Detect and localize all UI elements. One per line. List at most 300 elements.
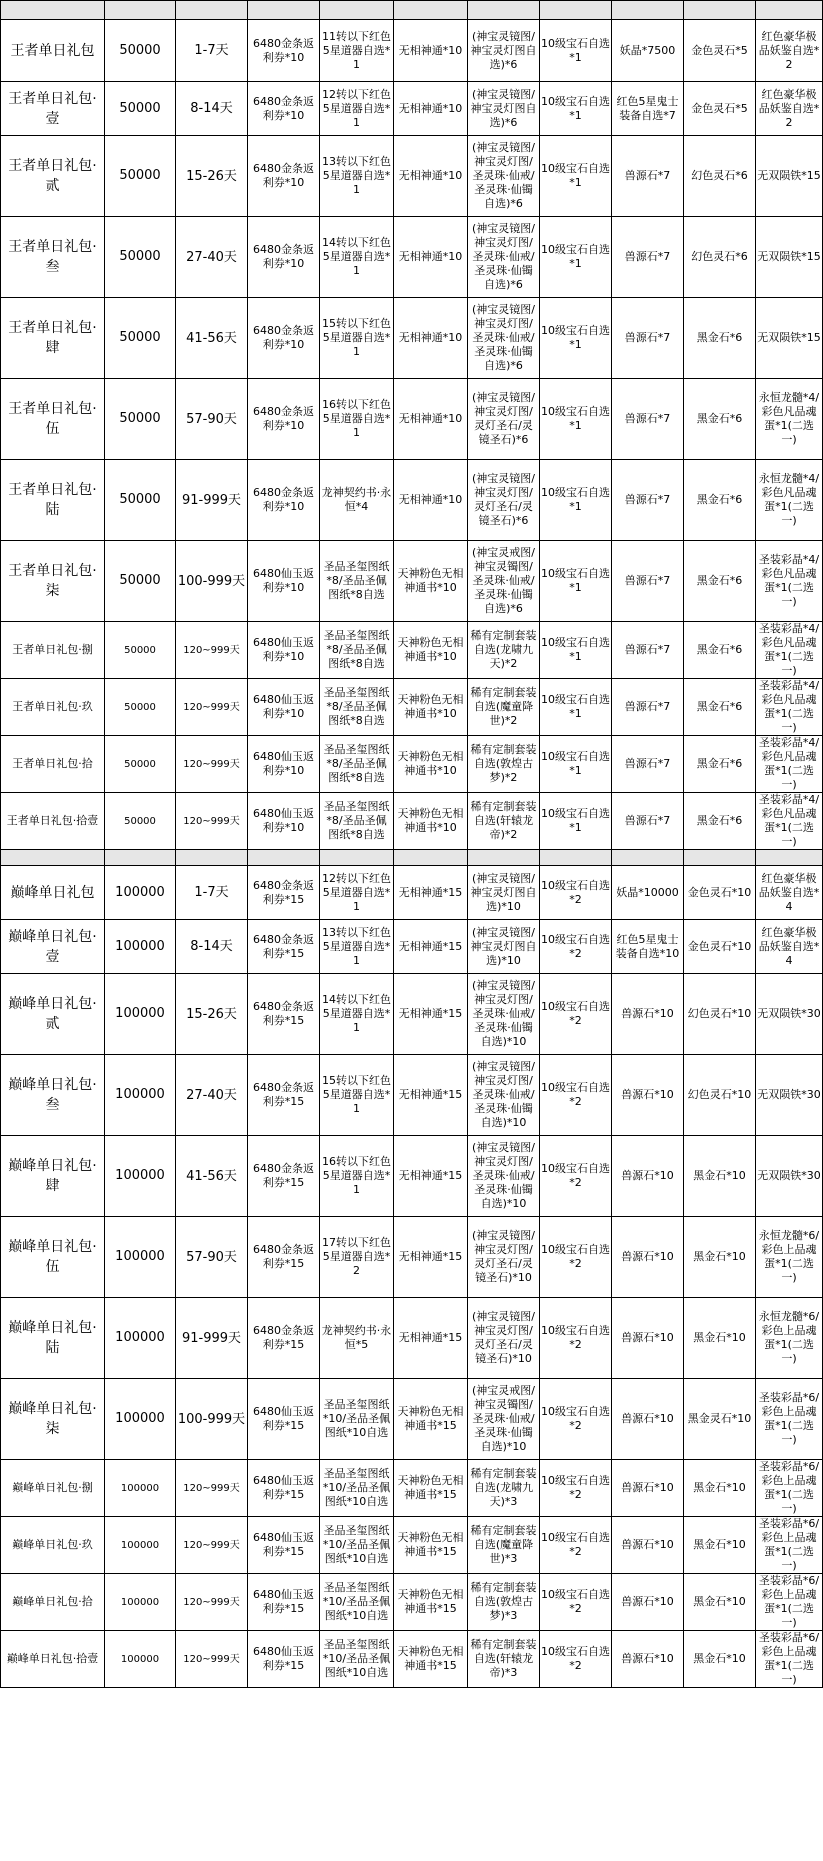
item-2-cell: 11转以下红色5星道器自选*1 [320, 20, 394, 82]
item-7-cell: 金色灵石*5 [684, 20, 756, 82]
item-1-cell: 6480金条返利券*15 [248, 1055, 320, 1136]
item-5-cell: 10级宝石自选*1 [540, 217, 612, 298]
item-5-cell: 10级宝石自选*1 [540, 793, 612, 850]
item-2-cell: 圣品圣玺图纸*8/圣品圣佩图纸*8自选 [320, 679, 394, 736]
item-3-cell: 无相神通*10 [394, 82, 468, 136]
item-6-cell: 兽源石*7 [612, 679, 684, 736]
item-5-cell: 10级宝石自选*2 [540, 1460, 612, 1517]
item-4-cell: (神宝灵镜图/神宝灵灯图自选)*6 [468, 20, 540, 82]
item-8-cell: 圣装彩晶*4/彩色凡品魂蛋*1(二选一) [756, 736, 823, 793]
divider-cell [105, 850, 176, 866]
item-3-cell: 无相神通*15 [394, 974, 468, 1055]
days-cell: 57-90天 [176, 379, 248, 460]
item-7-cell: 幻色灵石*10 [684, 1055, 756, 1136]
item-8-cell: 圣装彩晶*6/彩色上品魂蛋*1(二选一) [756, 1631, 823, 1688]
item-1-cell: 6480金条返利券*15 [248, 974, 320, 1055]
item-2-cell: 圣品圣玺图纸*10/圣品圣佩图纸*10自选 [320, 1379, 394, 1460]
price-cell: 100000 [105, 1460, 176, 1517]
item-6-cell: 兽源石*10 [612, 974, 684, 1055]
table-row [1, 20, 823, 82]
item-2-cell: 12转以下红色5星道器自选*1 [320, 82, 394, 136]
item-3-cell: 天神粉色无相神通书*15 [394, 1631, 468, 1688]
item-3-cell: 无相神通*10 [394, 460, 468, 541]
pack-name-cell: 王者单日礼包·陆 [1, 460, 105, 541]
pack-name-cell: 王者单日礼包·柒 [1, 541, 105, 622]
table-row [1, 136, 823, 217]
table-row [1, 1379, 823, 1460]
days-cell: 120~999天 [176, 793, 248, 850]
table-row [1, 974, 823, 1055]
table-row [1, 1055, 823, 1136]
item-3-cell: 天神粉色无相神通书*15 [394, 1460, 468, 1517]
divider-cell [540, 850, 612, 866]
header-cell [468, 1, 540, 20]
pack-name-cell: 巅峰单日礼包·伍 [1, 1217, 105, 1298]
price-cell: 50000 [105, 379, 176, 460]
item-2-cell: 13转以下红色5星道器自选*1 [320, 920, 394, 974]
item-4-cell: 稀有定制套装自选(敦煌古梦)*2 [468, 736, 540, 793]
pack-name-cell: 巅峰单日礼包·拾壹 [1, 1631, 105, 1688]
item-8-cell: 圣装彩晶*6/彩色上品魂蛋*1(二选一) [756, 1517, 823, 1574]
divider-cell [468, 850, 540, 866]
item-7-cell: 黑金石*10 [684, 1217, 756, 1298]
pack-name-cell: 王者单日礼包 [1, 20, 105, 82]
header-cell [684, 1, 756, 20]
days-cell: 100-999天 [176, 541, 248, 622]
table-row [1, 1298, 823, 1379]
item-2-cell: 圣品圣玺图纸*8/圣品圣佩图纸*8自选 [320, 541, 394, 622]
days-cell: 120~999天 [176, 736, 248, 793]
item-6-cell: 兽源石*10 [612, 1298, 684, 1379]
item-8-cell: 圣装彩晶*6/彩色上品魂蛋*1(二选一) [756, 1460, 823, 1517]
item-7-cell: 黑金石*6 [684, 622, 756, 679]
item-2-cell: 圣品圣玺图纸*8/圣品圣佩图纸*8自选 [320, 793, 394, 850]
item-8-cell: 圣装彩晶*4/彩色凡品魂蛋*1(二选一) [756, 679, 823, 736]
pack-name-cell: 王者单日礼包·拾 [1, 736, 105, 793]
price-cell: 100000 [105, 920, 176, 974]
item-3-cell: 天神粉色无相神通书*15 [394, 1517, 468, 1574]
table-row [1, 541, 823, 622]
item-4-cell: 稀有定制套装自选(魔童降世)*2 [468, 679, 540, 736]
item-8-cell: 无双陨铁*15 [756, 217, 823, 298]
days-cell: 27-40天 [176, 217, 248, 298]
item-1-cell: 6480金条返利券*15 [248, 920, 320, 974]
item-4-cell: (神宝灵镜图/神宝灵灯图/灵灯圣石/灵镜圣石)*10 [468, 1298, 540, 1379]
item-8-cell: 永恒龙髓*6/彩色上品魂蛋*1(二选一) [756, 1217, 823, 1298]
item-2-cell: 16转以下红色5星道器自选*1 [320, 379, 394, 460]
days-cell: 8-14天 [176, 82, 248, 136]
item-5-cell: 10级宝石自选*1 [540, 460, 612, 541]
item-2-cell: 圣品圣玺图纸*8/圣品圣佩图纸*8自选 [320, 736, 394, 793]
item-4-cell: (神宝灵戒图/神宝灵镯图/圣灵珠·仙戒/圣灵珠·仙镯自选)*10 [468, 1379, 540, 1460]
item-7-cell: 黑金石*6 [684, 379, 756, 460]
item-8-cell: 圣装彩晶*4/彩色凡品魂蛋*1(二选一) [756, 622, 823, 679]
item-7-cell: 黑金石*6 [684, 298, 756, 379]
header-cell [105, 1, 176, 20]
item-4-cell: (神宝灵镜图/神宝灵灯图/圣灵珠·仙戒/圣灵珠·仙镯自选)*10 [468, 1055, 540, 1136]
item-7-cell: 金色灵石*10 [684, 866, 756, 920]
item-8-cell: 永恒龙髓*4/彩色凡品魂蛋*1(二选一) [756, 460, 823, 541]
price-cell: 50000 [105, 679, 176, 736]
item-5-cell: 10级宝石自选*2 [540, 1217, 612, 1298]
item-7-cell: 黑金石*10 [684, 1574, 756, 1631]
item-3-cell: 天神粉色无相神通书*10 [394, 736, 468, 793]
table-row [1, 1631, 823, 1688]
item-3-cell: 天神粉色无相神通书*15 [394, 1379, 468, 1460]
pack-name-cell: 王者单日礼包·伍 [1, 379, 105, 460]
item-5-cell: 10级宝石自选*1 [540, 736, 612, 793]
item-1-cell: 6480金条返利券*10 [248, 298, 320, 379]
divider-cell [1, 850, 105, 866]
item-8-cell: 永恒龙髓*6/彩色上品魂蛋*1(二选一) [756, 1298, 823, 1379]
item-6-cell: 兽源石*10 [612, 1460, 684, 1517]
item-7-cell: 黑金石*6 [684, 736, 756, 793]
item-3-cell: 天神粉色无相神通书*15 [394, 1574, 468, 1631]
table-row [1, 460, 823, 541]
item-3-cell: 无相神通*15 [394, 1217, 468, 1298]
price-cell: 100000 [105, 1136, 176, 1217]
table-row [1, 736, 823, 793]
header-cell [1, 1, 105, 20]
item-6-cell: 兽源石*7 [612, 136, 684, 217]
pack-name-cell: 巅峰单日礼包·拾 [1, 1574, 105, 1631]
table-row [1, 1136, 823, 1217]
price-cell: 100000 [105, 1574, 176, 1631]
divider-cell [176, 850, 248, 866]
days-cell: 15-26天 [176, 136, 248, 217]
header-cell [320, 1, 394, 20]
divider-cell [394, 850, 468, 866]
item-3-cell: 天神粉色无相神通书*10 [394, 541, 468, 622]
item-4-cell: (神宝灵镜图/神宝灵灯图自选)*6 [468, 82, 540, 136]
item-7-cell: 黑金石*10 [684, 1517, 756, 1574]
divider-cell [248, 850, 320, 866]
divider-cell [612, 850, 684, 866]
item-8-cell: 无双陨铁*30 [756, 1136, 823, 1217]
item-4-cell: (神宝灵镜图/神宝灵灯图/灵灯圣石/灵镜圣石)*10 [468, 1217, 540, 1298]
days-cell: 91-999天 [176, 460, 248, 541]
item-1-cell: 6480仙玉返利券*15 [248, 1460, 320, 1517]
item-8-cell: 圣装彩晶*6/彩色上品魂蛋*1(二选一) [756, 1379, 823, 1460]
item-5-cell: 10级宝石自选*1 [540, 20, 612, 82]
item-6-cell: 兽源石*10 [612, 1055, 684, 1136]
item-4-cell: (神宝灵镜图/神宝灵灯图/灵灯圣石/灵镜圣石)*6 [468, 379, 540, 460]
table-row [1, 1517, 823, 1574]
item-5-cell: 10级宝石自选*1 [540, 622, 612, 679]
item-4-cell: 稀有定制套装自选(龙啸九天)*2 [468, 622, 540, 679]
pack-name-cell: 王者单日礼包·捌 [1, 622, 105, 679]
header-cell [176, 1, 248, 20]
item-8-cell: 无双陨铁*15 [756, 136, 823, 217]
price-cell: 50000 [105, 82, 176, 136]
table-row [1, 1217, 823, 1298]
item-3-cell: 无相神通*10 [394, 298, 468, 379]
header-cell [540, 1, 612, 20]
item-2-cell: 龙神契约书·永恒*4 [320, 460, 394, 541]
item-5-cell: 10级宝石自选*2 [540, 1631, 612, 1688]
pack-name-cell: 巅峰单日礼包·玖 [1, 1517, 105, 1574]
item-5-cell: 10级宝石自选*2 [540, 1517, 612, 1574]
item-5-cell: 10级宝石自选*1 [540, 298, 612, 379]
item-2-cell: 17转以下红色5星道器自选*2 [320, 1217, 394, 1298]
item-5-cell: 10级宝石自选*1 [540, 379, 612, 460]
item-4-cell: (神宝灵镜图/神宝灵灯图/圣灵珠·仙戒/圣灵珠·仙镯自选)*6 [468, 136, 540, 217]
table-row [1, 82, 823, 136]
item-7-cell: 黑金石*6 [684, 679, 756, 736]
days-cell: 1-7天 [176, 866, 248, 920]
item-5-cell: 10级宝石自选*2 [540, 920, 612, 974]
item-6-cell: 兽源石*10 [612, 1574, 684, 1631]
item-1-cell: 6480仙玉返利券*15 [248, 1631, 320, 1688]
item-4-cell: 稀有定制套装自选(龙啸九天)*3 [468, 1460, 540, 1517]
item-6-cell: 兽源石*7 [612, 379, 684, 460]
item-5-cell: 10级宝石自选*2 [540, 1136, 612, 1217]
item-7-cell: 幻色灵石*10 [684, 974, 756, 1055]
item-8-cell: 圣装彩晶*6/彩色上品魂蛋*1(二选一) [756, 1574, 823, 1631]
item-8-cell: 永恒龙髓*4/彩色凡品魂蛋*1(二选一) [756, 379, 823, 460]
item-5-cell: 10级宝石自选*1 [540, 679, 612, 736]
gift-pack-table-body [1, 1, 823, 1688]
pack-name-cell: 巅峰单日礼包 [1, 866, 105, 920]
table-row [1, 298, 823, 379]
header-cell [248, 1, 320, 20]
table-row [1, 1460, 823, 1517]
days-cell: 1-7天 [176, 20, 248, 82]
item-1-cell: 6480金条返利券*15 [248, 1136, 320, 1217]
table-row [1, 622, 823, 679]
item-2-cell: 圣品圣玺图纸*10/圣品圣佩图纸*10自选 [320, 1574, 394, 1631]
price-cell: 50000 [105, 622, 176, 679]
item-2-cell: 圣品圣玺图纸*8/圣品圣佩图纸*8自选 [320, 622, 394, 679]
header-cell [756, 1, 823, 20]
item-7-cell: 金色灵石*10 [684, 920, 756, 974]
item-1-cell: 6480金条返利券*15 [248, 866, 320, 920]
item-8-cell: 无双陨铁*30 [756, 974, 823, 1055]
pack-name-cell: 王者单日礼包·肆 [1, 298, 105, 379]
item-1-cell: 6480仙玉返利券*10 [248, 679, 320, 736]
price-cell: 100000 [105, 1217, 176, 1298]
pack-name-cell: 王者单日礼包·贰 [1, 136, 105, 217]
table-row [1, 920, 823, 974]
item-6-cell: 红色5星鬼士装备自选*7 [612, 82, 684, 136]
item-5-cell: 10级宝石自选*2 [540, 974, 612, 1055]
divider-cell [756, 850, 823, 866]
pack-name-cell: 王者单日礼包·壹 [1, 82, 105, 136]
item-1-cell: 6480仙玉返利券*10 [248, 622, 320, 679]
item-6-cell: 兽源石*10 [612, 1631, 684, 1688]
item-3-cell: 无相神通*15 [394, 1136, 468, 1217]
pack-name-cell: 巅峰单日礼包·陆 [1, 1298, 105, 1379]
price-cell: 50000 [105, 217, 176, 298]
item-2-cell: 14转以下红色5星道器自选*1 [320, 217, 394, 298]
item-7-cell: 黑金石*6 [684, 460, 756, 541]
pack-name-cell: 巅峰单日礼包·捌 [1, 1460, 105, 1517]
item-2-cell: 龙神契约书·永恒*5 [320, 1298, 394, 1379]
item-4-cell: (神宝灵镜图/神宝灵灯图自选)*10 [468, 920, 540, 974]
price-cell: 100000 [105, 1379, 176, 1460]
item-3-cell: 无相神通*15 [394, 920, 468, 974]
item-6-cell: 兽源石*10 [612, 1217, 684, 1298]
days-cell: 120~999天 [176, 622, 248, 679]
table-row [1, 679, 823, 736]
item-7-cell: 黑金石*6 [684, 541, 756, 622]
item-5-cell: 10级宝石自选*2 [540, 1379, 612, 1460]
item-4-cell: 稀有定制套装自选(轩辕龙帝)*2 [468, 793, 540, 850]
table-row [1, 217, 823, 298]
header-cell [394, 1, 468, 20]
item-6-cell: 兽源石*7 [612, 460, 684, 541]
item-3-cell: 无相神通*10 [394, 136, 468, 217]
pack-name-cell: 巅峰单日礼包·贰 [1, 974, 105, 1055]
item-3-cell: 无相神通*10 [394, 20, 468, 82]
item-6-cell: 兽源石*7 [612, 541, 684, 622]
item-2-cell: 圣品圣玺图纸*10/圣品圣佩图纸*10自选 [320, 1460, 394, 1517]
item-3-cell: 无相神通*10 [394, 217, 468, 298]
days-cell: 120~999天 [176, 1460, 248, 1517]
price-cell: 50000 [105, 460, 176, 541]
item-3-cell: 无相神通*10 [394, 379, 468, 460]
item-2-cell: 圣品圣玺图纸*10/圣品圣佩图纸*10自选 [320, 1631, 394, 1688]
price-cell: 50000 [105, 20, 176, 82]
item-4-cell: (神宝灵镜图/神宝灵灯图/圣灵珠·仙戒/圣灵珠·仙镯自选)*6 [468, 217, 540, 298]
item-5-cell: 10级宝石自选*2 [540, 866, 612, 920]
item-5-cell: 10级宝石自选*2 [540, 1574, 612, 1631]
item-6-cell: 兽源石*7 [612, 622, 684, 679]
item-8-cell: 圣装彩晶*4/彩色凡品魂蛋*1(二选一) [756, 793, 823, 850]
days-cell: 15-26天 [176, 974, 248, 1055]
item-5-cell: 10级宝石自选*2 [540, 1055, 612, 1136]
item-5-cell: 10级宝石自选*1 [540, 136, 612, 217]
item-1-cell: 6480金条返利券*10 [248, 136, 320, 217]
item-6-cell: 兽源石*7 [612, 793, 684, 850]
item-7-cell: 黑金石*10 [684, 1631, 756, 1688]
item-8-cell: 无双陨铁*30 [756, 1055, 823, 1136]
item-4-cell: 稀有定制套装自选(敦煌古梦)*3 [468, 1574, 540, 1631]
item-1-cell: 6480金条返利券*10 [248, 217, 320, 298]
item-1-cell: 6480金条返利券*15 [248, 1298, 320, 1379]
divider-cell [320, 850, 394, 866]
item-1-cell: 6480仙玉返利券*15 [248, 1517, 320, 1574]
item-4-cell: (神宝灵镜图/神宝灵灯图/圣灵珠·仙戒/圣灵珠·仙镯自选)*6 [468, 298, 540, 379]
item-7-cell: 黑金灵石*10 [684, 1379, 756, 1460]
item-7-cell: 黑金石*10 [684, 1136, 756, 1217]
item-5-cell: 10级宝石自选*1 [540, 541, 612, 622]
item-1-cell: 6480金条返利券*10 [248, 82, 320, 136]
item-7-cell: 幻色灵石*6 [684, 136, 756, 217]
divider-cell [684, 850, 756, 866]
item-6-cell: 妖晶*10000 [612, 866, 684, 920]
table-row [1, 793, 823, 850]
pack-name-cell: 巅峰单日礼包·肆 [1, 1136, 105, 1217]
pack-name-cell: 巅峰单日礼包·叁 [1, 1055, 105, 1136]
item-4-cell: (神宝灵戒图/神宝灵镯图/圣灵珠·仙戒/圣灵珠·仙镯自选)*6 [468, 541, 540, 622]
price-cell: 100000 [105, 1298, 176, 1379]
pack-name-cell: 王者单日礼包·拾壹 [1, 793, 105, 850]
price-cell: 100000 [105, 866, 176, 920]
item-2-cell: 14转以下红色5星道器自选*1 [320, 974, 394, 1055]
item-8-cell: 红色豪华极品妖鉴自选*4 [756, 920, 823, 974]
item-1-cell: 6480金条返利券*10 [248, 20, 320, 82]
item-1-cell: 6480金条返利券*10 [248, 379, 320, 460]
section-divider-row [1, 850, 823, 866]
price-cell: 50000 [105, 793, 176, 850]
item-2-cell: 12转以下红色5星道器自选*1 [320, 866, 394, 920]
days-cell: 8-14天 [176, 920, 248, 974]
price-cell: 100000 [105, 974, 176, 1055]
item-4-cell: 稀有定制套装自选(轩辕龙帝)*3 [468, 1631, 540, 1688]
days-cell: 120~999天 [176, 1517, 248, 1574]
table-row [1, 379, 823, 460]
item-7-cell: 黑金石*6 [684, 793, 756, 850]
item-2-cell: 16转以下红色5星道器自选*1 [320, 1136, 394, 1217]
header-cell [612, 1, 684, 20]
item-2-cell: 15转以下红色5星道器自选*1 [320, 298, 394, 379]
item-3-cell: 天神粉色无相神通书*10 [394, 793, 468, 850]
price-cell: 50000 [105, 298, 176, 379]
header-row [1, 1, 823, 20]
item-4-cell: 稀有定制套装自选(魔童降世)*3 [468, 1517, 540, 1574]
item-2-cell: 15转以下红色5星道器自选*1 [320, 1055, 394, 1136]
item-8-cell: 圣装彩晶*4/彩色凡品魂蛋*1(二选一) [756, 541, 823, 622]
price-cell: 50000 [105, 541, 176, 622]
item-3-cell: 无相神通*15 [394, 866, 468, 920]
item-1-cell: 6480仙玉返利券*15 [248, 1379, 320, 1460]
item-7-cell: 幻色灵石*6 [684, 217, 756, 298]
price-cell: 50000 [105, 736, 176, 793]
days-cell: 120~999天 [176, 1574, 248, 1631]
item-6-cell: 兽源石*10 [612, 1379, 684, 1460]
item-3-cell: 天神粉色无相神通书*10 [394, 622, 468, 679]
days-cell: 27-40天 [176, 1055, 248, 1136]
price-cell: 100000 [105, 1055, 176, 1136]
item-5-cell: 10级宝石自选*2 [540, 1298, 612, 1379]
item-6-cell: 妖晶*7500 [612, 20, 684, 82]
item-1-cell: 6480金条返利券*10 [248, 460, 320, 541]
price-cell: 100000 [105, 1631, 176, 1688]
days-cell: 41-56天 [176, 298, 248, 379]
item-1-cell: 6480仙玉返利券*10 [248, 793, 320, 850]
item-1-cell: 6480仙玉返利券*15 [248, 1574, 320, 1631]
item-1-cell: 6480金条返利券*15 [248, 1217, 320, 1298]
days-cell: 120~999天 [176, 679, 248, 736]
item-8-cell: 红色豪华极品妖鉴自选*2 [756, 20, 823, 82]
item-7-cell: 黑金石*10 [684, 1298, 756, 1379]
item-2-cell: 13转以下红色5星道器自选*1 [320, 136, 394, 217]
item-4-cell: (神宝灵镜图/神宝灵灯图/圣灵珠·仙戒/圣灵珠·仙镯自选)*10 [468, 974, 540, 1055]
item-6-cell: 兽源石*10 [612, 1136, 684, 1217]
table-row [1, 1574, 823, 1631]
item-7-cell: 金色灵石*5 [684, 82, 756, 136]
days-cell: 91-999天 [176, 1298, 248, 1379]
item-6-cell: 兽源石*10 [612, 1517, 684, 1574]
item-8-cell: 红色豪华极品妖鉴自选*2 [756, 82, 823, 136]
days-cell: 120~999天 [176, 1631, 248, 1688]
item-5-cell: 10级宝石自选*1 [540, 82, 612, 136]
pack-name-cell: 王者单日礼包·叁 [1, 217, 105, 298]
item-4-cell: (神宝灵镜图/神宝灵灯图/圣灵珠·仙戒/圣灵珠·仙镯自选)*10 [468, 1136, 540, 1217]
pack-name-cell: 巅峰单日礼包·柒 [1, 1379, 105, 1460]
days-cell: 100-999天 [176, 1379, 248, 1460]
item-6-cell: 兽源石*7 [612, 736, 684, 793]
item-3-cell: 天神粉色无相神通书*10 [394, 679, 468, 736]
item-7-cell: 黑金石*10 [684, 1460, 756, 1517]
item-3-cell: 无相神通*15 [394, 1055, 468, 1136]
days-cell: 41-56天 [176, 1136, 248, 1217]
item-2-cell: 圣品圣玺图纸*10/圣品圣佩图纸*10自选 [320, 1517, 394, 1574]
price-cell: 50000 [105, 136, 176, 217]
item-1-cell: 6480仙玉返利券*10 [248, 736, 320, 793]
pack-name-cell: 王者单日礼包·玖 [1, 679, 105, 736]
